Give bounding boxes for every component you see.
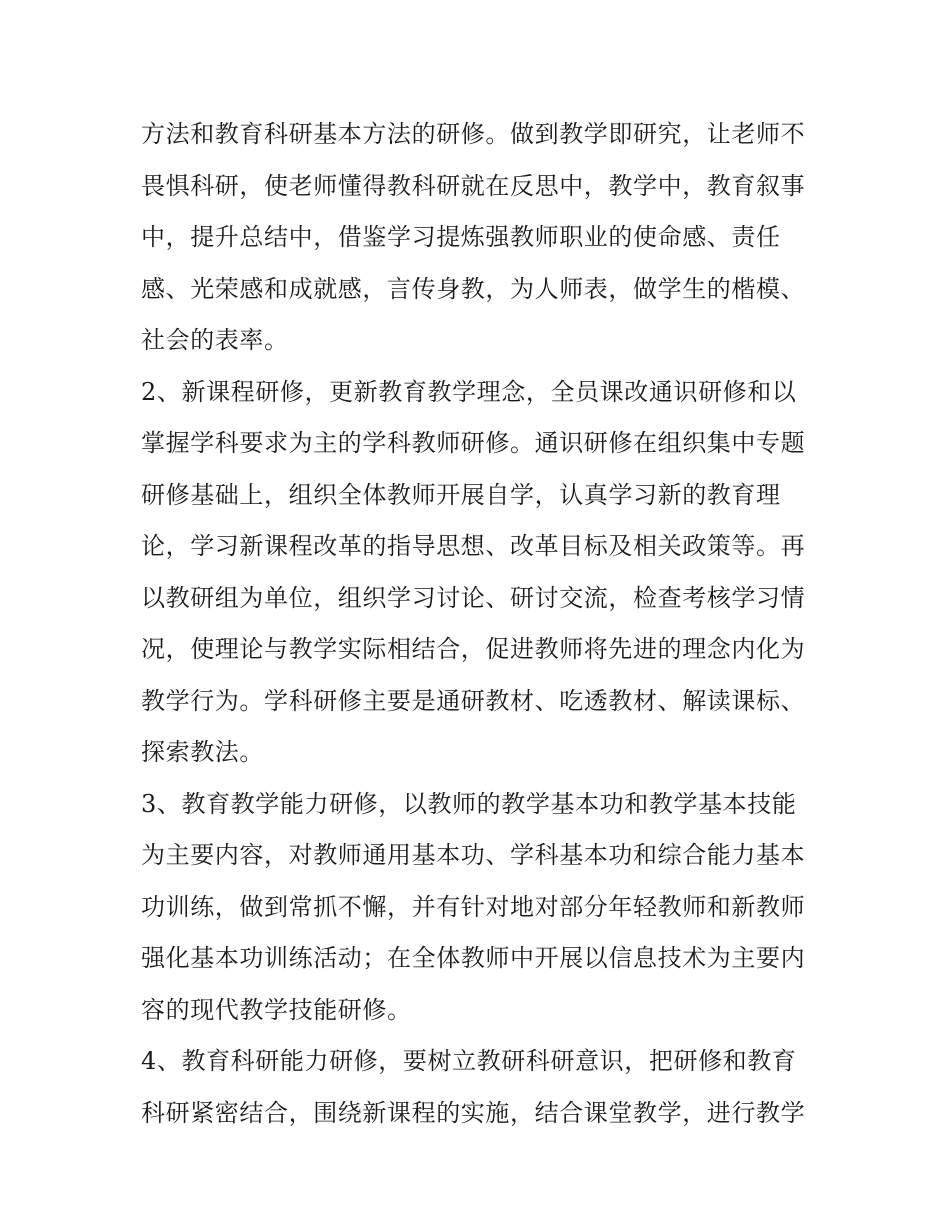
text-line: 社会的表率。 [141, 326, 289, 354]
text-line: 科研紧密结合，围绕新课程的实施，结合课堂教学，进行教学 [141, 1098, 806, 1127]
text-line: 研修基础上，组织全体教师开展自学，认真学习新的教育理 [141, 480, 781, 509]
text-line: 论，学习新课程改革的指导思想、改革目标及相关政策等。再 [141, 532, 806, 560]
text-line: 掌握学科要求为主的学科教师研修。通识研修在组织集中专题 [141, 429, 806, 457]
text-line: 4、教育科研能力研修，要树立教研科研意识，把研修和教育 [141, 1047, 797, 1075]
text-line: 强化基本功训练活动；在全体教师中开展以信息技术为主要内 [141, 944, 806, 972]
text-line: 容的现代教学技能研修。 [141, 995, 412, 1024]
text-line: 方法和教育科研基本方法的研修。做到教学即研究，让老师不 [141, 120, 806, 148]
text-line: 况，使理论与教学实际相结合，促进教师将先进的理念内化为 [141, 635, 806, 663]
text-line: 功训练，做到常抓不懈，并有针对地对部分年轻教师和新教师 [141, 892, 806, 921]
text-line: 以教研组为单位，组织学习讨论、研讨交流，检查考核学习情 [141, 583, 806, 612]
text-line: 畏惧科研，使老师懂得教科研就在反思中，教学中，教育叙事 [141, 171, 806, 200]
text-line: 感、光荣感和成就感，言传身教，为人师表，做学生的楷模、 [141, 274, 806, 303]
text-line: 为主要内容，对教师通用基本功、学科基本功和综合能力基本 [141, 841, 806, 869]
text-line: 2、新课程研修，更新教育教学理念，全员课改通识研修和以 [141, 377, 797, 406]
text-line: 教学行为。学科研修主要是通研教材、吃透教材、解读课标、 [141, 686, 806, 715]
document-body [141, 109, 821, 1139]
text-line: 3、教育教学能力研修，以教师的教学基本功和教学基本技能 [141, 789, 797, 818]
text-line: 中，提升总结中，借鉴学习提炼强教师职业的使命感、责任 [141, 223, 781, 251]
text-line: 探索教法。 [141, 738, 264, 766]
